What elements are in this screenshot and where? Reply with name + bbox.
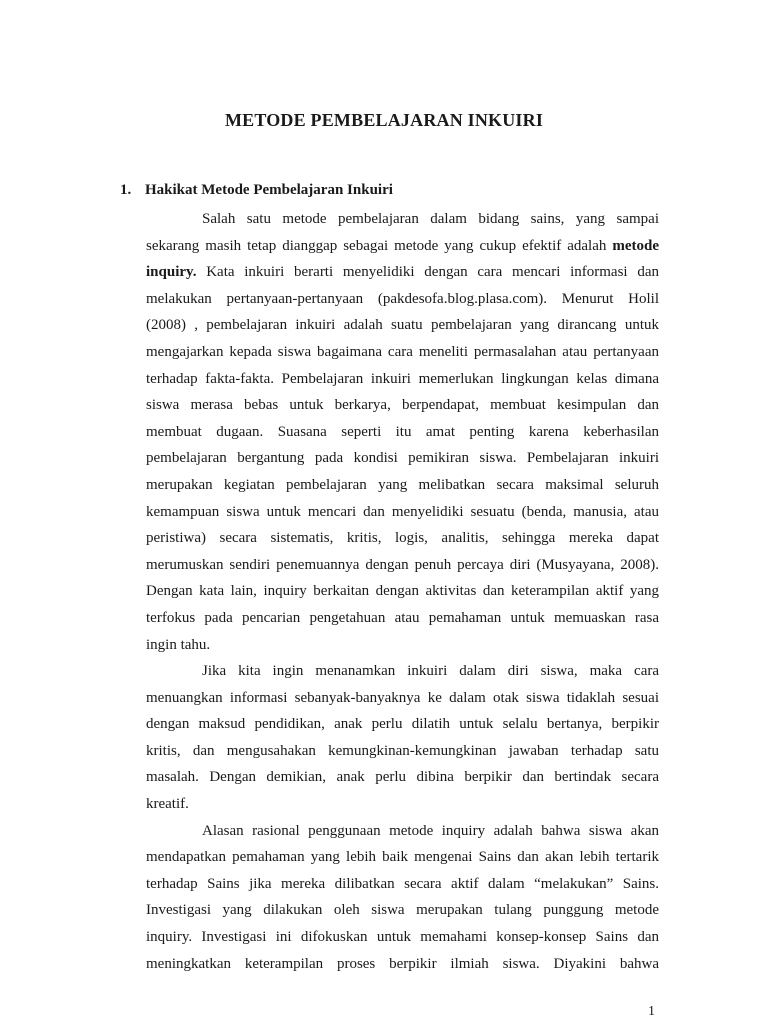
section-number: 1. <box>120 182 132 198</box>
text-line: sekarang masih tetap dianggap sebagai metode yang cukup efektif adalah metode <box>146 237 659 254</box>
text-line: Investigasi yang dilakukan oleh siswa merupakan tulang punggung metode <box>146 902 659 919</box>
text-line: masalah. Dengan demikian, anak perlu dibina berpikir dan bertindak secara <box>146 769 659 786</box>
text-line: Salah satu metode pembelajaran dalam bidang sains, yang sampai <box>202 211 659 227</box>
body-text <box>146 206 659 977</box>
text-line: kritis, dan mengusahakan kemungkinan-kemungkinan jawaban terhadap satu <box>146 742 659 759</box>
text-line: Alasan rasional penggunaan metode inquiry adalah bahwa siswa akan <box>202 822 659 839</box>
text-line: membuat dugaan. Suasana seperti itu amat penting karena keberhasilan <box>146 423 659 440</box>
text-line: Dengan kata lain, inquiry berkaitan dengan aktivitas dan keterampilan aktif yang <box>146 583 659 600</box>
text-line: peristiwa) secara sistematis, kritis, logis, analitis, sehingga mereka dapat <box>146 530 659 547</box>
bold-term: inquiry. <box>146 264 197 281</box>
text-line: kemampuan siswa untuk mencari dan menyelidiki sesuatu (benda, manusia, atau <box>146 503 659 520</box>
text-line: mengajarkan kepada siswa bagaimana cara meneliti permasalahan atau pertanyaan <box>146 343 659 360</box>
text-line: meningkatkan keterampilan proses berpikir ilmiah siswa. Diyakini bahwa <box>146 955 659 972</box>
document-title: METODE PEMBELAJARAN INKUIRI <box>224 110 544 130</box>
text-line: pembelajaran bergantung pada kondisi pemikiran siswa. Pembelajaran inkuiri <box>146 450 659 467</box>
text-line: mendapatkan pemahaman yang lebih baik mengenai Sains dan akan lebih tertarik <box>146 849 659 866</box>
text-line: inquiry. Investigasi ini difokuskan untuk memahami konsep-konsep Sains dan <box>146 929 659 946</box>
text-line: inquiry. Kata inkuiri berarti menyelidiki dengan cara mencari informasi dan <box>146 264 660 281</box>
text-line: (2008) , pembelajaran inkuiri adalah suatu pembelajaran yang dirancang untuk <box>146 317 659 334</box>
text-line: terhadap fakta-fakta. Pembelajaran inkuiri memerlukan lingkungan kelas dimana <box>146 370 659 387</box>
text-line: merumuskan sendiri penemuannya dengan penuh percaya diri (Musyayana, 2008). <box>146 556 659 573</box>
page-number: 1 <box>648 1004 655 1019</box>
text-line: menuangkan informasi sebanyak-banyaknya ke dalam otak siswa tidaklah sesuai <box>146 689 659 706</box>
text-line: siswa merasa bebas untuk berkarya, berpendapat, membuat kesimpulan dan <box>146 397 659 414</box>
text-line: Jika kita ingin menanamkan inkuiri dalam diri siswa, maka cara <box>202 663 659 680</box>
text-line: terfokus pada pencarian pengetahuan atau pemahaman untuk memuaskan rasa <box>146 609 659 626</box>
text-line: merupakan kegiatan pembelajaran yang melibatkan secara maksimal seluruh <box>146 476 659 493</box>
text-line: kreatif. <box>146 796 189 813</box>
text-line: dengan maksud pendidikan, anak perlu dilatih untuk selalu bertanya, berpikir <box>146 716 659 733</box>
text-line: terhadap Sains jika mereka dilibatkan secara aktif dalam “melakukan” Sains. <box>146 875 659 892</box>
section-heading-text: Hakikat Metode Pembelajaran Inkuiri <box>145 182 393 198</box>
section-heading <box>120 182 393 199</box>
text-line: ingin tahu. <box>146 636 211 653</box>
bold-term: metode <box>612 237 659 254</box>
text-line: melakukan pertanyaan-pertanyaan (pakdesofa.blog.plasa.com). Menurut Holil <box>146 290 659 307</box>
